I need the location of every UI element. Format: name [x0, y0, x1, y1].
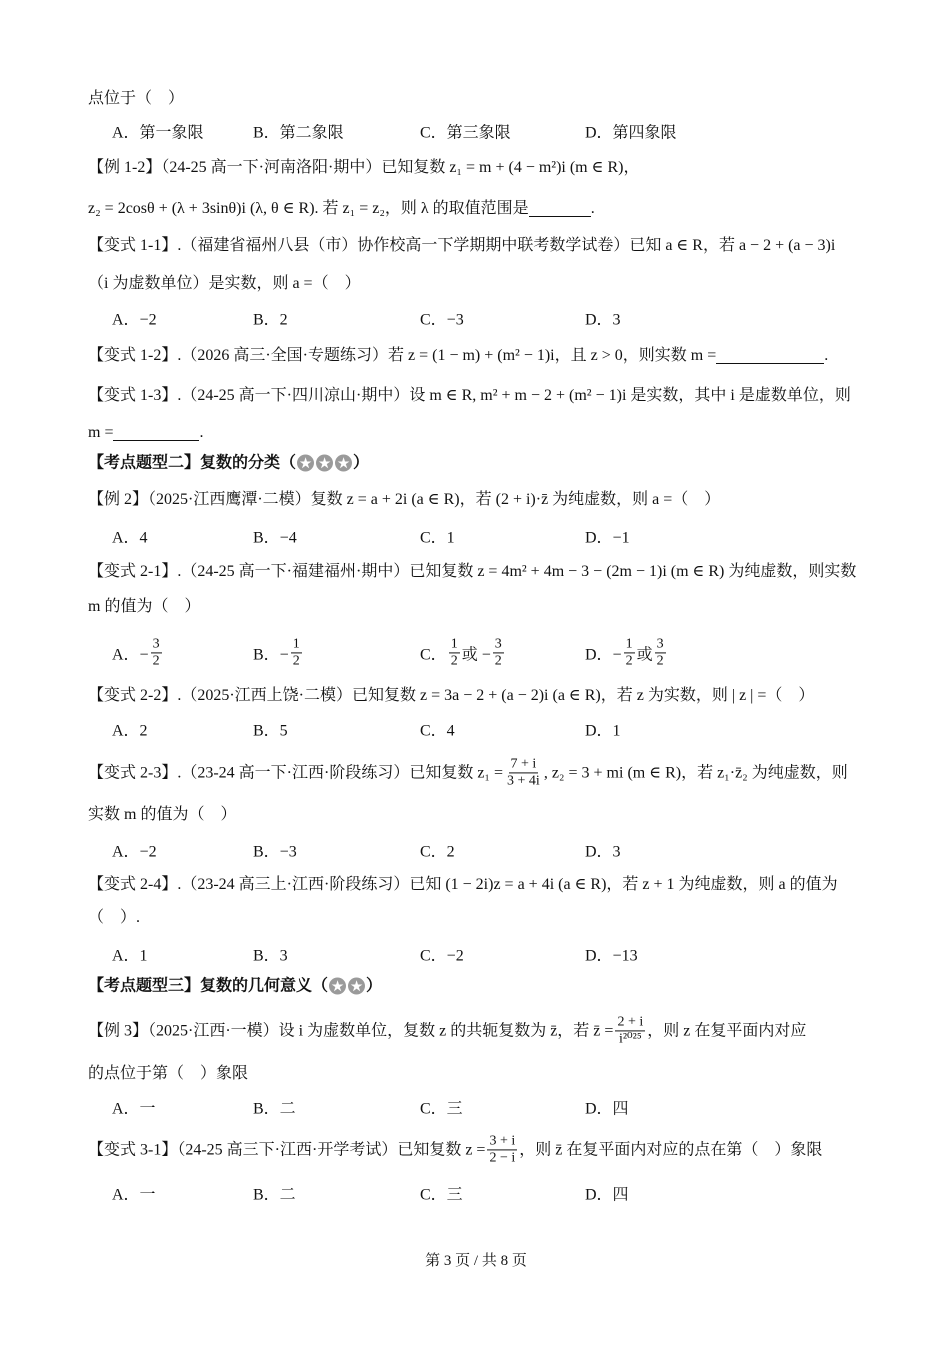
fraction: [624, 636, 635, 669]
text-line: [88, 877, 838, 893]
text-run: C．4: [420, 722, 455, 740]
text-run: 的点位于第（ ）象限: [88, 1065, 249, 1082]
star-icon: ★: [297, 455, 314, 472]
text-run: A．第一象限: [112, 124, 204, 142]
answer-option: [112, 718, 148, 741]
answer-option: [253, 636, 304, 669]
text-run: B．2: [253, 311, 288, 329]
text-run: 或 −: [461, 646, 491, 664]
star-icon: ★: [316, 455, 333, 472]
section-heading: [88, 978, 382, 995]
text-run: 或: [636, 646, 653, 664]
answer-option: [112, 307, 157, 330]
numerator: 3 + i: [487, 1133, 517, 1150]
denominator: 2: [152, 653, 160, 669]
text-run: B．二: [253, 1186, 296, 1204]
text-line: [88, 201, 595, 217]
text-run: D．−13: [585, 947, 638, 965]
text-run: B．−: [253, 646, 289, 664]
text-run: A．一: [112, 1100, 156, 1118]
answer-option: [253, 718, 288, 741]
text-run: .: [199, 424, 204, 441]
text-run: 【例 1-2】（24-25 高一下·河南洛阳·期中）已知复数 z₁ = m + (4 − m²)i (m ∈ R)，: [88, 159, 640, 176]
numerator: 3: [655, 636, 666, 653]
text-line: [88, 1066, 248, 1082]
answer-option: [112, 943, 148, 966]
answer-option: [420, 718, 455, 741]
text-run: B．3: [253, 947, 288, 965]
answer-option: [420, 636, 506, 669]
answer-option: [253, 525, 297, 548]
text-line: [88, 756, 848, 789]
text-run: 【变式 2-3】.（23-24 高一下·江西·阶段练习）已知复数 z₁ =: [88, 764, 504, 781]
text-run: 实数 m 的值为（ ）: [88, 806, 237, 823]
answer-option: [585, 839, 621, 862]
answer-option: [253, 943, 288, 966]
text-line: [88, 1014, 806, 1047]
text-run: 点位于（ ）: [88, 90, 185, 107]
text-run: 【变式 1-3】.（24-25 高一下·四川凉山·期中）设 m ∈ R, m² + m − 2 + (m² − 1)i 是实数，其中 i 是虚数单位，则: [88, 387, 851, 404]
text-run: m 的值为（ ）: [88, 598, 201, 615]
text-run: A．4: [112, 529, 148, 547]
text-run: 【例 3】（2025·江西·一模）设 i 为虚数单位，复数 z 的共轭复数为 z̄，若 z̄ =: [88, 1022, 614, 1039]
answer-option: [112, 120, 204, 143]
text-run: A．−: [112, 646, 149, 664]
text-run: C．−2: [420, 947, 464, 965]
text-run: D．四: [585, 1100, 629, 1118]
text-run: A．−2: [112, 843, 157, 861]
star-icon: ★: [329, 978, 346, 995]
answer-option: [585, 943, 638, 966]
fraction: [449, 636, 460, 669]
numerator: 2 + i: [615, 1014, 645, 1031]
text-run: D．3: [585, 311, 621, 329]
text-run: m =: [88, 424, 114, 441]
answer-option: [420, 120, 511, 143]
text-run: .: [824, 347, 829, 364]
text-line: [88, 688, 814, 704]
answer-option: [585, 718, 621, 741]
text-line: [88, 564, 856, 580]
text-run: 【变式 2-2】.（2025·江西上饶·二模）已知复数 z = 3a − 2 + (a − 2)i (a ∈ R)，若 z 为实数，则 | z | =（ ）: [88, 687, 815, 704]
text-line: [88, 599, 200, 615]
text-run: z₂ = 2cosθ + (λ + 3sinθ)i (λ, θ ∈ R). 若 z₁ = z₂，则 λ 的取值范围是: [88, 200, 529, 217]
text-line: [88, 425, 203, 441]
answer-option: [112, 839, 157, 862]
text-line: [88, 348, 828, 364]
answer-option: [585, 1182, 629, 1205]
answer-option: [112, 636, 164, 669]
answer-option: [253, 120, 344, 143]
numerator: 1: [291, 636, 302, 653]
text-run: .: [590, 200, 595, 217]
answer-option: [585, 525, 630, 548]
answer-option: [253, 307, 288, 330]
text-run: 【变式 2-4】.（23-24 高三上·江西·阶段练习）已知 (1 − 2i)z = a + 4i (a ∈ R)，若 z + 1 为纯虚数，则 a 的值为: [88, 876, 838, 893]
numerator: 1: [449, 636, 460, 653]
text-run: （i 为虚数单位）是实数，则 a =（ ）: [88, 275, 361, 292]
text-run: D．1: [585, 722, 621, 740]
answer-blank: [716, 349, 824, 364]
fraction: [493, 636, 504, 669]
text-run: C．: [420, 646, 447, 664]
answer-option: [253, 839, 297, 862]
numerator: 3: [493, 636, 504, 653]
section-heading: [88, 455, 369, 472]
answer-option: [420, 1096, 463, 1119]
text-run: B．−3: [253, 843, 297, 861]
text-run: ）: [366, 977, 383, 994]
star-icon: ★: [348, 978, 365, 995]
answer-blank: [529, 202, 591, 217]
text-run: , z₂ = 3 + mi (m ∈ R)，若 z₁·z̄₂ 为纯虚数，则: [543, 764, 848, 781]
fraction: [151, 636, 162, 669]
denominator: 3 + 4i: [507, 773, 540, 789]
answer-blank: [113, 426, 199, 441]
text-run: 【考点题型二】复数的分类（: [88, 454, 297, 471]
answer-option: [253, 1182, 296, 1205]
denominator: i²⁰²⁵: [618, 1031, 642, 1047]
text-run: B．第二象限: [253, 124, 344, 142]
denominator: 2 − i: [489, 1150, 516, 1166]
page-footer: 第 3 页 / 共 8 页: [425, 1253, 527, 1269]
text-run: B．二: [253, 1100, 296, 1118]
text-run: 【变式 3-1】（24-25 高三下·江西·开学考试）已知复数 z =: [88, 1141, 486, 1158]
answer-option: [420, 839, 455, 862]
text-run: C．2: [420, 843, 455, 861]
answer-option: [112, 1096, 156, 1119]
text-line: [88, 807, 236, 823]
text-run: 【考点题型三】复数的几何意义（: [88, 977, 329, 994]
text-run: B．−4: [253, 529, 297, 547]
text-run: A．2: [112, 722, 148, 740]
denominator: 2: [656, 653, 664, 669]
text-run: D．−1: [585, 529, 630, 547]
star-icon: ★: [335, 455, 352, 472]
answer-option: [585, 307, 621, 330]
text-run: D．四: [585, 1186, 629, 1204]
text-line: [88, 910, 140, 926]
text-line: [88, 276, 361, 292]
text-run: （ ）.: [88, 909, 141, 926]
text-run: ，则 z̄ 在复平面内对应的点在第（ ）象限: [519, 1141, 823, 1158]
text-run: B．5: [253, 722, 288, 740]
answer-option: [585, 636, 668, 669]
text-line: [88, 91, 184, 107]
text-line: [88, 388, 851, 404]
text-line: [88, 238, 835, 254]
text-run: A．−2: [112, 311, 157, 329]
text-run: D．第四象限: [585, 124, 677, 142]
numerator: 7 + i: [509, 756, 539, 773]
text-run: C．三: [420, 1186, 463, 1204]
answer-option: [253, 1096, 296, 1119]
answer-option: [420, 943, 464, 966]
answer-option: [112, 525, 148, 548]
text-run: 【变式 1-2】.（2026 高三·全国·专题练习）若 z = (1 − m) + (m² − 1)i，且 z > 0，则实数 m =: [88, 347, 717, 364]
denominator: 2: [292, 653, 300, 669]
text-run: A．一: [112, 1186, 156, 1204]
text-run: 【例 2】（2025·江西鹰潭·二模）复数 z = a + 2i (a ∈ R)，若 (2 + i)·z̄ 为纯虚数，则 a =（ ）: [88, 491, 721, 508]
denominator: 2: [450, 653, 458, 669]
text-line: [88, 160, 639, 176]
numerator: 3: [151, 636, 162, 653]
text-line: [88, 1133, 822, 1166]
text-run: 【变式 2-1】.（24-25 高一下·福建福州·期中）已知复数 z = 4m² + 4m − 3 − (2m − 1)i (m ∈ R) 为纯虚数，则实数: [88, 563, 857, 580]
answer-option: [585, 120, 677, 143]
fraction: [615, 1014, 645, 1047]
fraction: [655, 636, 666, 669]
answer-option: [420, 1182, 463, 1205]
text-run: C．三: [420, 1100, 463, 1118]
text-line: [88, 492, 720, 508]
denominator: 2: [494, 653, 502, 669]
text-run: C．−3: [420, 311, 464, 329]
fraction: [487, 1133, 517, 1166]
text-run: 【变式 1-1】.（福建省福州八县（市）协作校高一下学期期中联考数学试卷）已知 a ∈ R，若 a − 2 + (a − 3)i: [88, 237, 836, 254]
fraction: [291, 636, 302, 669]
text-run: C．1: [420, 529, 455, 547]
answer-option: [112, 1182, 156, 1205]
text-run: D．−: [585, 646, 622, 664]
text-run: ，则 z 在复平面内对应: [647, 1022, 807, 1039]
denominator: 2: [625, 653, 633, 669]
numerator: 1: [624, 636, 635, 653]
text-run: A．1: [112, 947, 148, 965]
answer-option: [420, 307, 464, 330]
text-run: C．第三象限: [420, 124, 511, 142]
fraction: [505, 756, 542, 789]
answer-option: [420, 525, 455, 548]
answer-option: [585, 1096, 629, 1119]
text-run: ）: [353, 454, 370, 471]
text-run: D．3: [585, 843, 621, 861]
